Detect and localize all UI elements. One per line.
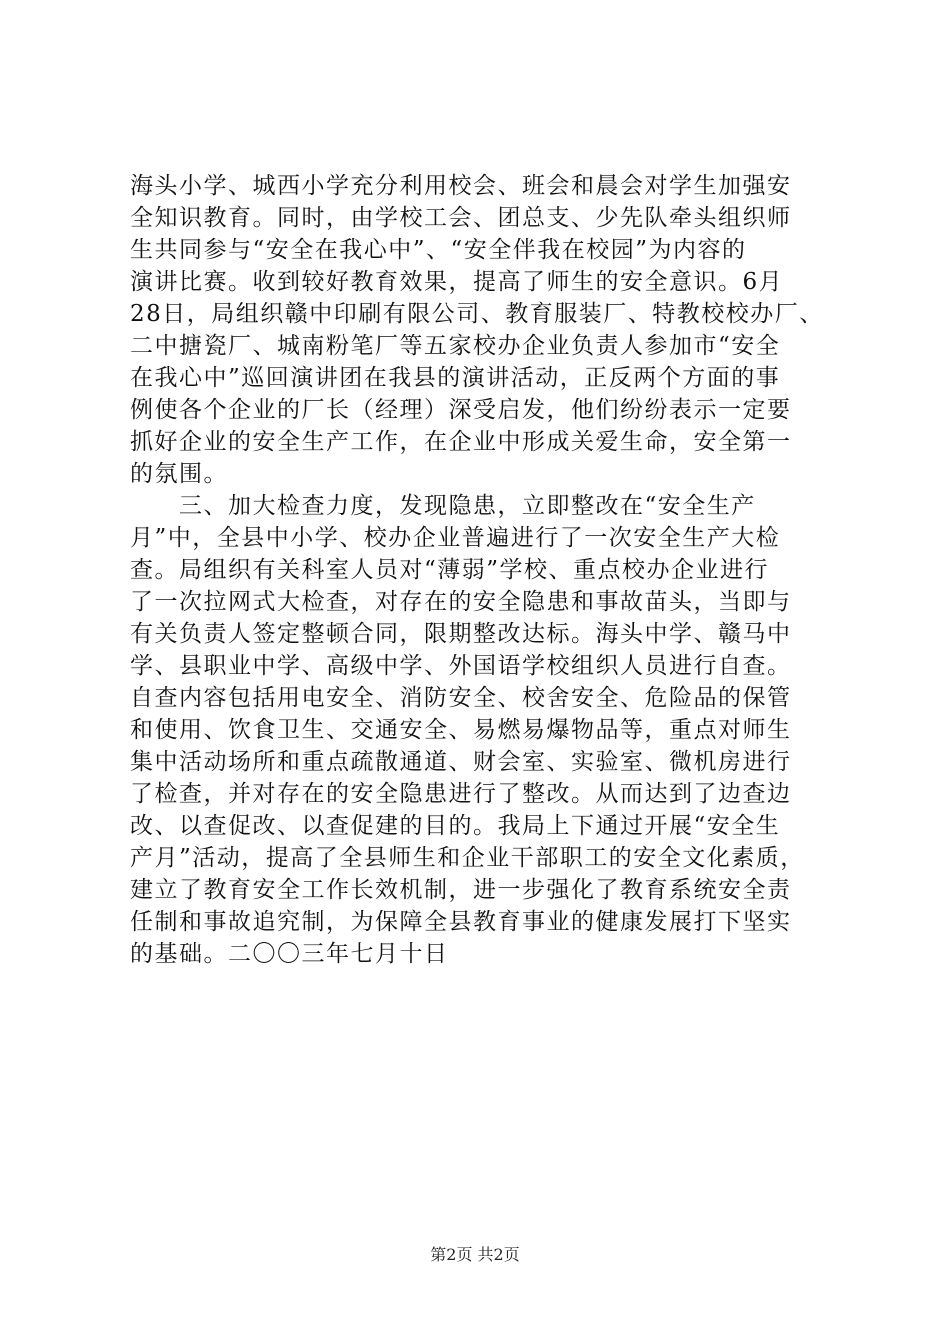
text-line: 自查内容包括用电安全、消防安全、校舍安全、危险品的保管 xyxy=(130,685,792,711)
text-line: 和使用、饮食卫生、交通安全、易燃易爆物品等，重点对师生 xyxy=(130,717,792,743)
text-line: 抓好企业的安全生产工作，在企业中形成关爱生命，安全第一 xyxy=(130,429,792,455)
text-line: 在我心中”巡回演讲团在我县的演讲活动，正反两个方面的事 xyxy=(130,365,781,391)
text-line: 28日，局组织赣中印刷有限公司、教育服装厂、特教校校办厂、 xyxy=(130,301,824,327)
text-line: 的基础。二〇〇三年七月十日 xyxy=(130,941,449,967)
text-line: 海头小学、城西小学充分利用校会、班会和晨会对学生加强安 xyxy=(130,173,792,199)
text-line: 月”中，全县中小学、校办企业普遍进行了一次安全生产大检 xyxy=(130,525,781,551)
text-line: 学、县职业中学、高级中学、外国语学校组织人员进行自查。 xyxy=(130,653,792,679)
page-number-footer: 第2页 共2页 xyxy=(430,1245,520,1264)
text-line: 例使各个企业的厂长（经理）深受启发，他们纷纷表示一定要 xyxy=(130,397,792,423)
text-line: 三、加大检查力度，发现隐患，立即整改在“安全生产 xyxy=(130,493,756,519)
text-line: 建立了教育安全工作长效机制，进一步强化了教育系统安全责 xyxy=(130,877,792,903)
text-line: 二中搪瓷厂、城南粉笔厂等五家校办企业负责人参加市“安全 xyxy=(130,333,781,359)
text-line: 查。局组织有关科室人员对“薄弱”学校、重点校办企业进行 xyxy=(130,557,770,583)
text-line: 了检查，并对存在的安全隐患进行了整改。从而达到了边查边 xyxy=(130,781,792,807)
text-line: 集中活动场所和重点疏散通道、财会室、实验室、微机房进行 xyxy=(130,749,792,775)
text-line: 全知识教育。同时，由学校工会、团总支、少先队牵头组织师 xyxy=(130,205,792,231)
text-line: 的氛围。 xyxy=(130,461,228,487)
text-line: 生共同参与“安全在我心中”、“安全伴我在校园”为内容的 xyxy=(130,237,747,263)
text-line: 改、以查促改、以查促建的目的。我局上下通过开展“安全生 xyxy=(130,813,781,839)
text-line: 了一次拉网式大检查，对存在的安全隐患和事故苗头，当即与 xyxy=(130,589,792,615)
text-line: 有关负责人签定整顿合同，限期整改达标。海头中学、赣马中 xyxy=(130,621,792,647)
text-line: 演讲比赛。收到较好教育效果，提高了师生的安全意识。6月 xyxy=(130,269,784,295)
text-line: 任制和事故追究制，为保障全县教育事业的健康发展打下坚实 xyxy=(130,909,792,935)
text-line: 产月”活动，提高了全县师生和企业干部职工的安全文化素质， xyxy=(130,845,805,871)
document-body xyxy=(130,170,830,970)
